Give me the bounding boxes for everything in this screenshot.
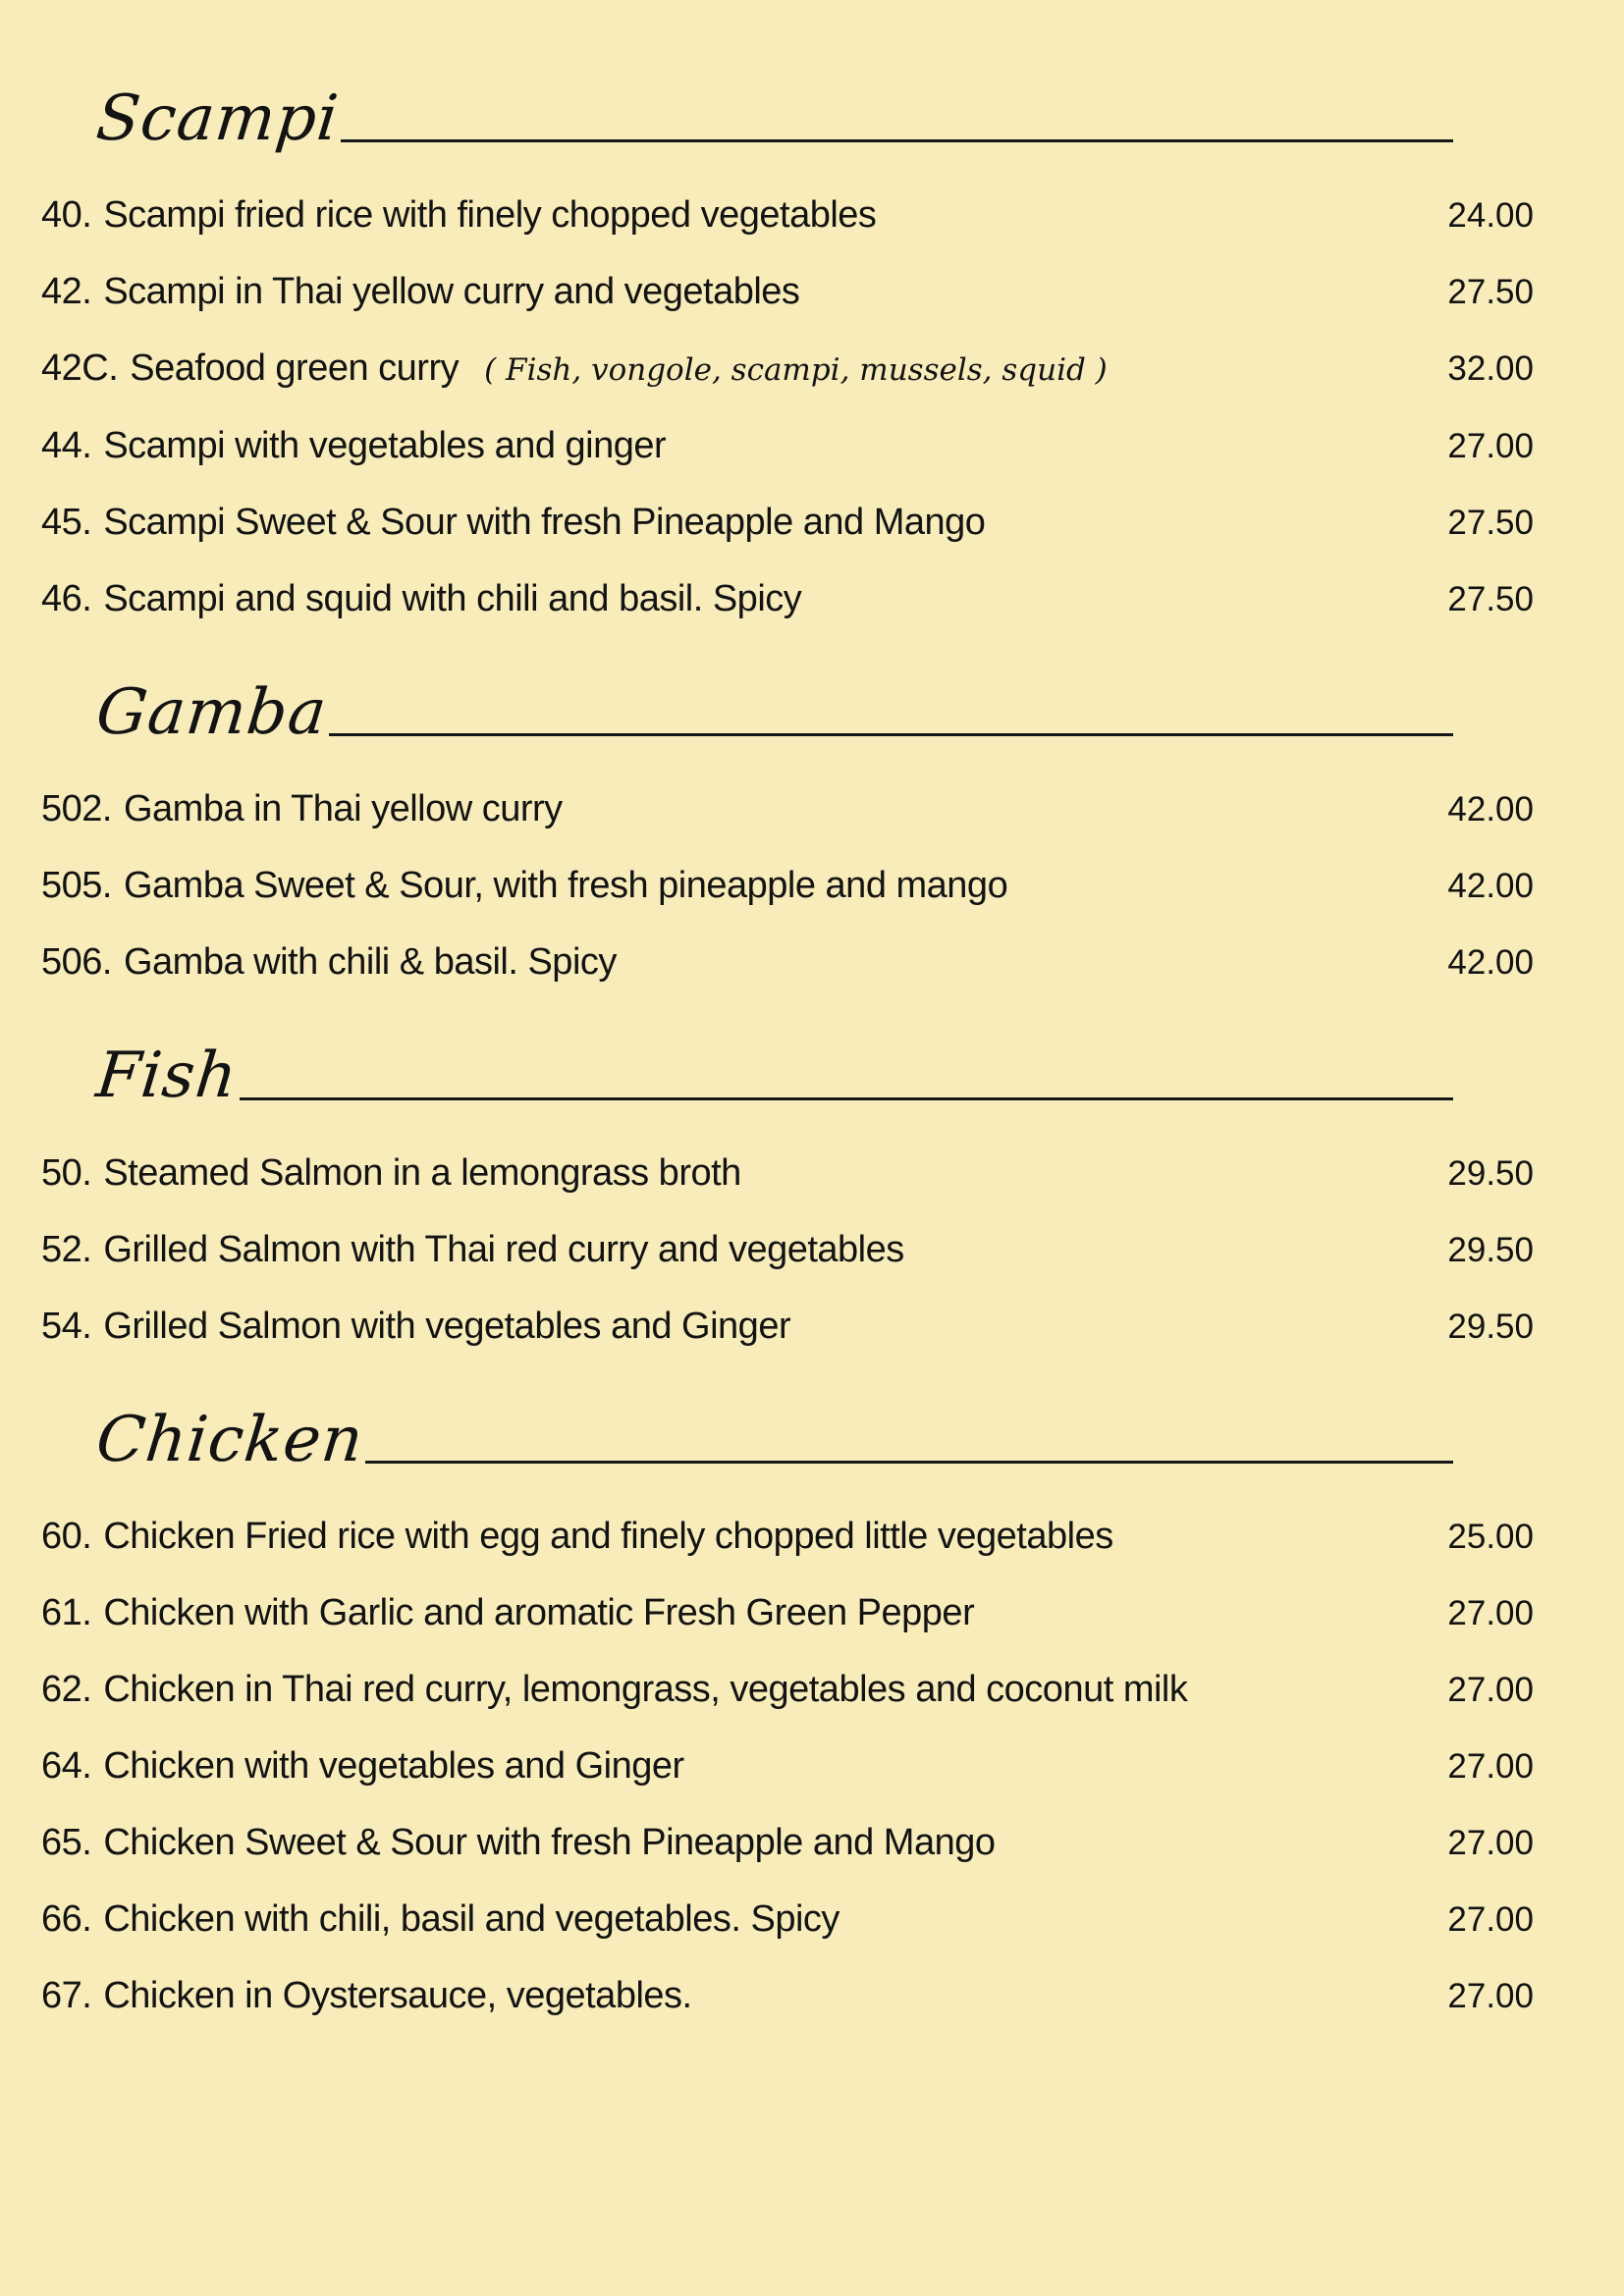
section-rows xyxy=(0,191,1624,623)
section-title: Scampi xyxy=(92,82,343,155)
section-title: Fish xyxy=(92,1040,242,1113)
item-price: 29.50 xyxy=(1447,1153,1534,1193)
item-price: 27.00 xyxy=(1447,1746,1534,1786)
item-name: Grilled Salmon with vegetables and Ginger xyxy=(103,1305,791,1347)
section-header xyxy=(92,82,1453,155)
menu-section xyxy=(0,1403,1624,2020)
item-name: Chicken Sweet & Sour with fresh Pineapple and Mango xyxy=(103,1821,996,1863)
menu-item-row xyxy=(41,345,1534,394)
item-number: 66. xyxy=(41,1897,92,1940)
menu-section xyxy=(0,82,1624,623)
item-number: 65. xyxy=(41,1821,92,1863)
item-number: 42C. xyxy=(41,347,119,390)
menu-item-row xyxy=(41,268,1534,316)
item-price: 42.00 xyxy=(1447,943,1534,983)
item-price: 27.00 xyxy=(1447,1976,1534,2015)
menu-item-row xyxy=(41,1149,1534,1198)
item-number: 64. xyxy=(41,1744,92,1787)
item-number: 67. xyxy=(41,1974,92,2016)
item-number: 505. xyxy=(41,865,112,907)
item-note: ( Fish, vongole, scampi, mussels, squid ) xyxy=(484,352,1108,389)
menu-item-row xyxy=(41,1226,1534,1274)
item-price: 42.00 xyxy=(1447,867,1534,906)
section-underline xyxy=(365,1461,1453,1464)
item-name: Gamba in Thai yellow curry xyxy=(123,788,563,830)
item-number: 62. xyxy=(41,1668,92,1710)
item-price: 27.00 xyxy=(1447,1823,1534,1862)
item-number: 45. xyxy=(41,502,92,544)
menu-item-row xyxy=(41,1513,1534,1561)
item-price: 27.00 xyxy=(1447,1670,1534,1709)
item-name: Seafood green curry xyxy=(130,347,460,390)
item-price: 27.50 xyxy=(1447,273,1534,312)
menu-section xyxy=(0,1040,1624,1350)
menu-item-row xyxy=(41,1972,1534,2020)
item-name: Scampi with vegetables and ginger xyxy=(103,425,667,467)
menu-item-row xyxy=(41,422,1534,470)
item-number: 506. xyxy=(41,941,112,984)
menu-item-row xyxy=(41,785,1534,833)
item-price: 27.00 xyxy=(1447,427,1534,466)
item-number: 44. xyxy=(41,425,92,467)
item-name: Scampi in Thai yellow curry and vegetables xyxy=(103,271,800,313)
item-name: Chicken with vegetables and Ginger xyxy=(103,1744,684,1787)
item-price: 27.00 xyxy=(1447,1899,1534,1939)
item-price: 27.00 xyxy=(1447,1593,1534,1632)
menu-item-row xyxy=(41,1589,1534,1637)
menu-item-row xyxy=(41,575,1534,623)
item-price: 42.00 xyxy=(1447,790,1534,829)
item-number: 60. xyxy=(41,1515,92,1557)
section-header xyxy=(92,1403,1453,1476)
item-number: 50. xyxy=(41,1151,92,1194)
section-rows xyxy=(0,1149,1624,1351)
menu-item-row xyxy=(41,499,1534,547)
menu-item-row xyxy=(41,1666,1534,1714)
menu-item-row xyxy=(41,862,1534,910)
section-rows xyxy=(0,785,1624,987)
item-price: 25.00 xyxy=(1447,1517,1534,1556)
item-price: 27.50 xyxy=(1447,504,1534,543)
menu-item-row xyxy=(41,1742,1534,1790)
section-underline xyxy=(341,139,1453,142)
item-price: 32.00 xyxy=(1447,349,1534,389)
section-underline xyxy=(240,1097,1453,1100)
item-number: 52. xyxy=(41,1228,92,1270)
item-name: Chicken with Garlic and aromatic Fresh Green Pepper xyxy=(103,1591,975,1633)
item-name: Steamed Salmon in a lemongrass broth xyxy=(103,1151,741,1194)
item-name: Gamba with chili & basil. Spicy xyxy=(123,941,617,984)
item-name: Chicken in Thai red curry, lemongrass, vegetables and coconut milk xyxy=(103,1668,1188,1710)
item-name: Chicken in Oystersauce, vegetables. xyxy=(103,1974,692,2016)
section-header xyxy=(92,1040,1453,1113)
item-name: Grilled Salmon with Thai red curry and vegetables xyxy=(103,1228,904,1270)
item-price: 29.50 xyxy=(1447,1307,1534,1346)
item-number: 46. xyxy=(41,578,92,620)
menu-item-row xyxy=(41,1896,1534,1944)
section-rows xyxy=(0,1513,1624,2020)
menu-item-row xyxy=(41,1303,1534,1351)
menu-item-row xyxy=(41,191,1534,240)
menu-sections xyxy=(0,82,1624,2020)
item-number: 61. xyxy=(41,1591,92,1633)
item-name: Chicken with chili, basil and vegetables. Spicy xyxy=(103,1897,839,1940)
item-name: Chicken Fried rice with egg and finely chopped little vegetables xyxy=(103,1515,1113,1557)
item-number: 42. xyxy=(41,271,92,313)
section-header xyxy=(92,676,1453,750)
item-number: 40. xyxy=(41,194,92,237)
item-name: Scampi and squid with chili and basil. Spicy xyxy=(103,578,802,620)
item-name: Scampi Sweet & Sour with fresh Pineapple and Mango xyxy=(103,502,986,544)
menu-item-row xyxy=(41,1819,1534,1867)
section-title: Gamba xyxy=(92,676,331,750)
item-price: 27.50 xyxy=(1447,580,1534,619)
section-title: Chicken xyxy=(92,1403,367,1476)
item-name: Scampi fried rice with finely chopped vegetables xyxy=(103,194,877,237)
item-number: 502. xyxy=(41,788,112,830)
section-underline xyxy=(329,733,1453,736)
item-price: 24.00 xyxy=(1447,196,1534,236)
item-price: 29.50 xyxy=(1447,1230,1534,1269)
item-name: Gamba Sweet & Sour, with fresh pineapple and mango xyxy=(123,865,1008,907)
menu-item-row xyxy=(41,938,1534,987)
menu-section xyxy=(0,676,1624,987)
item-number: 54. xyxy=(41,1305,92,1347)
